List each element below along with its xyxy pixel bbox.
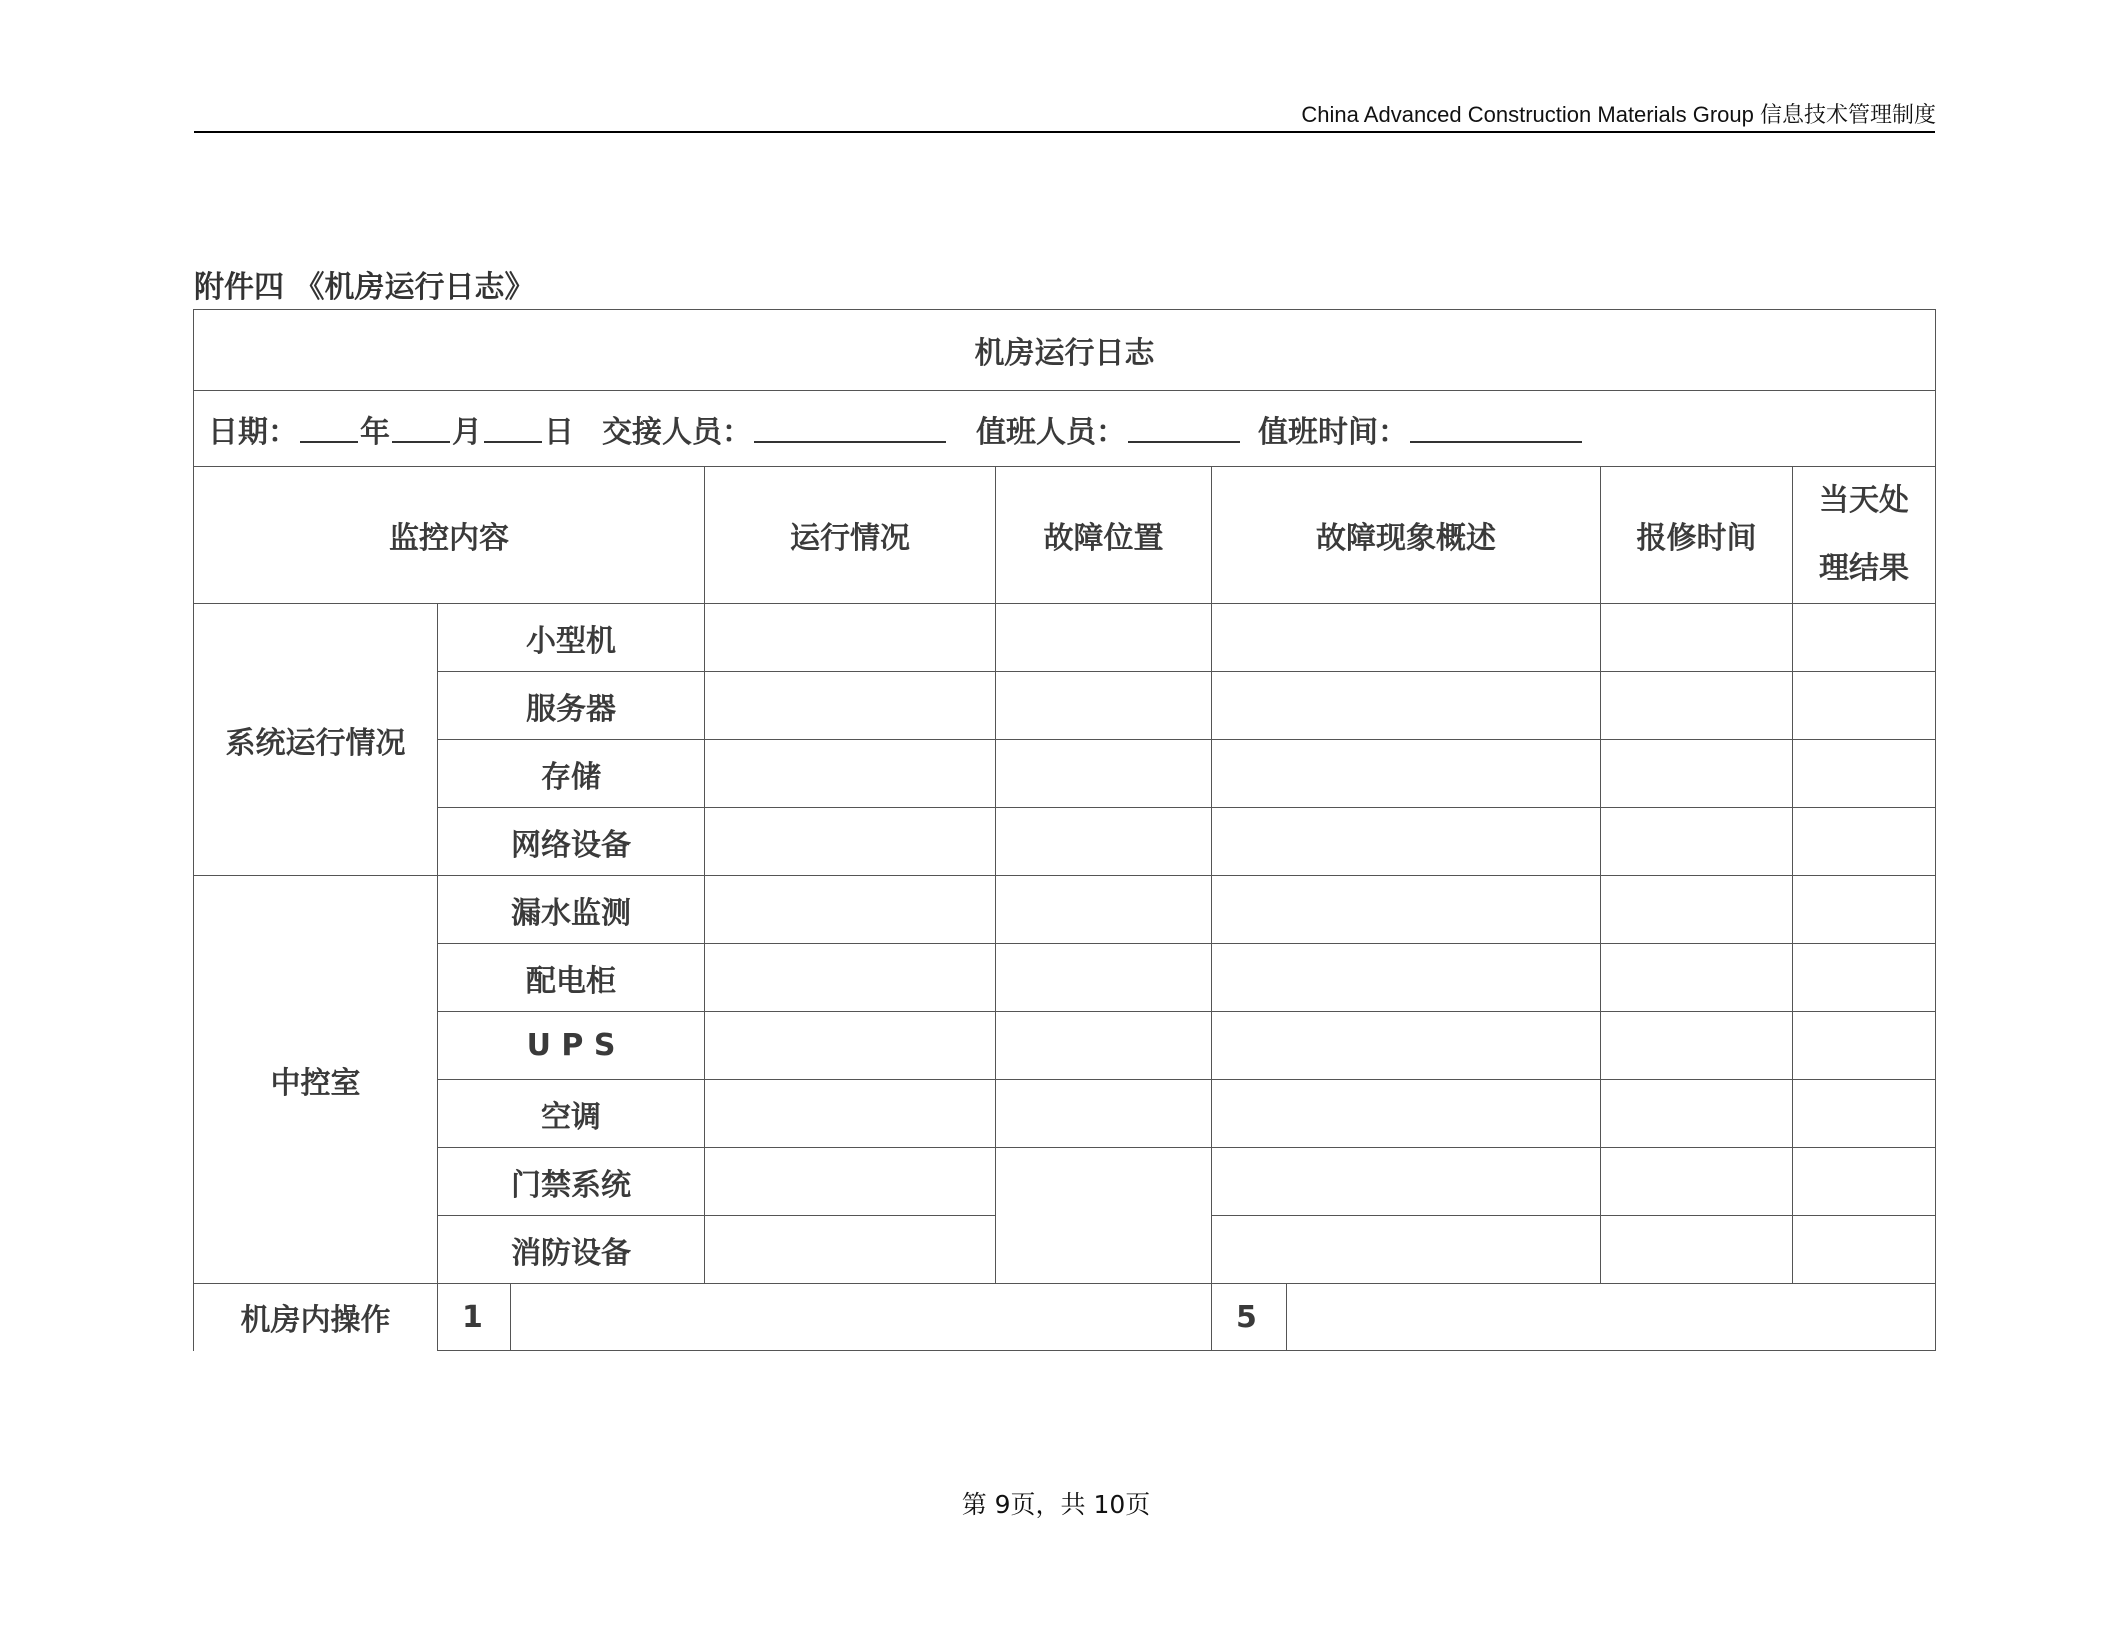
day-blank[interactable] <box>484 415 542 443</box>
col-result <box>1793 467 1936 604</box>
handover-blank[interactable] <box>754 415 946 443</box>
cell-repair-time[interactable] <box>1601 672 1793 740</box>
cell-repair-time[interactable] <box>1601 944 1793 1012</box>
cell-result[interactable] <box>1793 1012 1936 1080</box>
cell-result[interactable] <box>1793 604 1936 672</box>
cell-fault-desc[interactable] <box>1212 1216 1601 1284</box>
item-label: 门禁系统 <box>438 1148 705 1216</box>
col-repair-time: 报修时间 <box>1601 467 1793 604</box>
month-label: 月 <box>452 414 482 450</box>
operation-entry-1[interactable] <box>511 1284 1212 1351</box>
cell-fault-location[interactable] <box>996 944 1212 1012</box>
cell-fault-desc[interactable] <box>1212 604 1601 672</box>
item-label: 存储 <box>438 740 705 808</box>
duty-blank[interactable] <box>1128 415 1240 443</box>
cell-fault-desc[interactable] <box>1212 740 1601 808</box>
month-blank[interactable] <box>392 415 450 443</box>
col-status: 运行情况 <box>705 467 996 604</box>
cell-repair-time[interactable] <box>1601 808 1793 876</box>
header-rule <box>194 131 1935 133</box>
cell-fault-desc[interactable] <box>1212 944 1601 1012</box>
cell-fault-desc[interactable] <box>1212 1148 1601 1216</box>
cell-fault-location[interactable] <box>996 740 1212 808</box>
duty-time-blank[interactable] <box>1410 415 1582 443</box>
cell-status[interactable] <box>705 1216 996 1284</box>
cell-result[interactable] <box>1793 672 1936 740</box>
cell-fault-desc[interactable] <box>1212 1080 1601 1148</box>
cell-status[interactable] <box>705 944 996 1012</box>
date-label: 日期： <box>208 414 298 450</box>
col-fault-desc: 故障现象概述 <box>1212 467 1601 604</box>
cell-result[interactable] <box>1793 876 1936 944</box>
item-label: 网络设备 <box>438 808 705 876</box>
cell-repair-time[interactable] <box>1601 876 1793 944</box>
cell-result[interactable] <box>1793 1080 1936 1148</box>
col-fault-location: 故障位置 <box>996 467 1212 604</box>
cell-fault-location[interactable] <box>996 808 1212 876</box>
attachment-heading: 附件四 《机房运行日志》 <box>194 270 535 305</box>
cell-status[interactable] <box>705 1148 996 1216</box>
item-label: 小型机 <box>438 604 705 672</box>
item-label: 消防设备 <box>438 1216 705 1284</box>
cell-status[interactable] <box>705 1080 996 1148</box>
cell-repair-time[interactable] <box>1601 1216 1793 1284</box>
item-label: 服务器 <box>438 672 705 740</box>
log-info-row <box>194 391 1936 467</box>
cell-result[interactable] <box>1793 740 1936 808</box>
cell-fault-location-merged[interactable] <box>996 1148 1212 1284</box>
col-result-line2: 理结果 <box>1819 551 1909 586</box>
cell-result[interactable] <box>1793 1148 1936 1216</box>
cell-status[interactable] <box>705 672 996 740</box>
duty-label: 值班人员： <box>976 414 1126 450</box>
cell-fault-desc[interactable] <box>1212 876 1601 944</box>
item-label: 漏水监测 <box>438 876 705 944</box>
operation-number-5: 5 <box>1212 1284 1287 1351</box>
operation-entry-5[interactable] <box>1287 1284 1936 1351</box>
cell-fault-location[interactable] <box>996 876 1212 944</box>
cell-status[interactable] <box>705 604 996 672</box>
cell-result[interactable] <box>1793 808 1936 876</box>
cell-fault-location[interactable] <box>996 1080 1212 1148</box>
cell-repair-time[interactable] <box>1601 604 1793 672</box>
item-label: 空调 <box>438 1080 705 1148</box>
cell-result[interactable] <box>1793 944 1936 1012</box>
cell-fault-desc[interactable] <box>1212 808 1601 876</box>
cell-repair-time[interactable] <box>1601 1148 1793 1216</box>
day-label: 日 <box>544 414 574 450</box>
year-blank[interactable] <box>300 415 358 443</box>
cell-fault-desc[interactable] <box>1212 1012 1601 1080</box>
group-control-room: 中控室 <box>194 876 438 1284</box>
col-result-line1: 当天处 <box>1819 483 1909 518</box>
page-footer: 第 9页，共 10页 <box>961 1490 1151 1519</box>
log-title: 机房运行日志 <box>194 310 1936 391</box>
operation-number-1: 1 <box>438 1284 511 1351</box>
group-system: 系统运行情况 <box>194 604 438 876</box>
duty-time-label: 值班时间： <box>1258 414 1408 450</box>
cell-status[interactable] <box>705 740 996 808</box>
cell-fault-desc[interactable] <box>1212 672 1601 740</box>
cell-fault-location[interactable] <box>996 672 1212 740</box>
cell-result[interactable] <box>1793 1216 1936 1284</box>
cell-repair-time[interactable] <box>1601 1080 1793 1148</box>
page-header: China Advanced Construction Materials Group 信息技术管理制度 <box>1301 102 1936 127</box>
year-label: 年 <box>360 414 390 450</box>
cell-fault-location[interactable] <box>996 1012 1212 1080</box>
cell-status[interactable] <box>705 808 996 876</box>
col-monitor: 监控内容 <box>194 467 705 604</box>
operations-label: 机房内操作 <box>194 1284 438 1351</box>
cell-status[interactable] <box>705 1012 996 1080</box>
cell-repair-time[interactable] <box>1601 740 1793 808</box>
handover-label: 交接人员： <box>602 414 752 450</box>
cell-fault-location[interactable] <box>996 604 1212 672</box>
server-room-log-table <box>193 309 1936 1351</box>
cell-status[interactable] <box>705 876 996 944</box>
cell-repair-time[interactable] <box>1601 1012 1793 1080</box>
item-label: 配电柜 <box>438 944 705 1012</box>
item-label: U P S <box>438 1012 705 1080</box>
